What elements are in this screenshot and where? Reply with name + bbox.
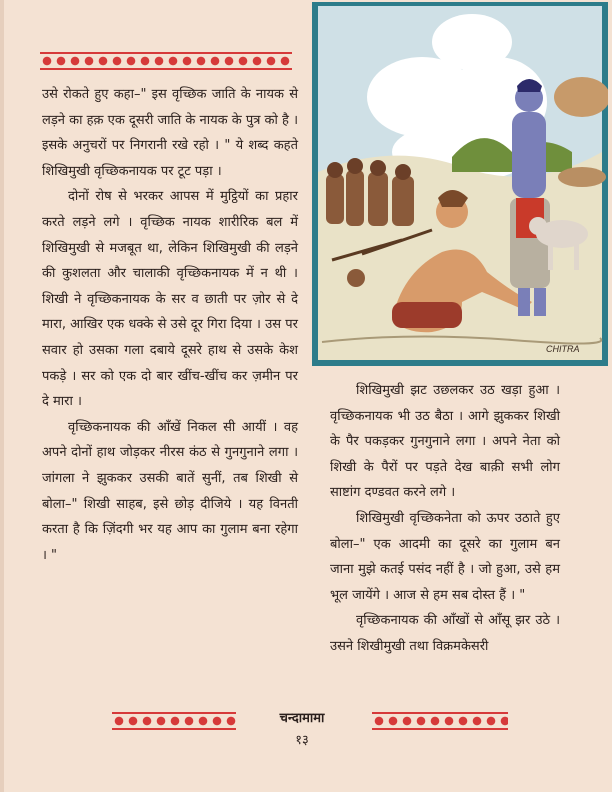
page-spine <box>0 0 4 792</box>
story-paragraph: शिखिमुखी झट उछलकर उठ खड़ा हुआ । वृच्छिकनायक भी उठ बैठा । आगे झुककर शिखी के पैर पकड़कर गुनगुनाने लगा । अपने नेता को शिखी के पैरों पर पड़ते देख बाक़ी सभी लोग साष्टांग दण्डवत करने लगे । <box>330 383 560 501</box>
illustration-drawing <box>312 2 608 366</box>
story-illustration <box>312 2 608 366</box>
artist-signature: CHITRA <box>546 344 580 354</box>
page-number: १३ <box>295 733 309 748</box>
left-text-column <box>42 82 298 568</box>
story-paragraph: वृच्छिकनायक की आँखों से आँसू झर उठे । उसने शिखीमुखी तथा विक्रमकेसरी <box>330 613 560 654</box>
right-text-column <box>330 378 560 660</box>
decorative-border-footer-left <box>112 712 236 730</box>
story-paragraph: शिखिमुखी वृच्छिकनेता को ऊपर उठाते हुए बोला–" एक आदमी का दूसरे का गुलाम बन जाना मुझे कतई पसंद नहीं है । जो हुआ, उसे हम भूल जायेंगे । आज से हम सब दोस्त हैं । " <box>330 510 560 603</box>
story-paragraph: वृच्छिकनायक की आँखें निकल सी आयीं । वह अपने दोनों हाथ जोड़कर नीरस कंठ से गुनगुनाने लगा । जांगला ने झुककर उसकी बातें सुनीं, तब शिखी से बोला–" शिखी साहब, इसे छोड़ दीजिये । यह विनती करता है कि ज़िंदगी भर यह आप का गुलाम बना रहेगा । " <box>42 419 298 563</box>
magazine-title: चन्दामामा <box>279 711 325 726</box>
story-paragraph: उसे रोकते हुए कहा–" इस वृच्छिक जाति के नायक से लड़ने का हक़ एक दूसरी जाति के नायक के पुत्र को है । इसके अनुचरों पर निगरानी रखे रहो । " ये शब्द कहते शिखिमुखी वृच्छिकनायक पर टूट पड़ा । <box>42 87 298 179</box>
story-paragraph: दोनों रोष से भरकर आपस में मुट्ठियों का प्रहार करते लड़ने लगे । वृच्छिक नायक शारीरिक बल में शिखिमुखी से मजबूत था, लेकिन शिखिमुखी की लड़ने की कुशलता और चालाकी वृच्छिकनायक में न थी । शिखी ने वृच्छिकनायक के सर व छाती पर ज़ोर से दे मारा, आखिर एक धक्के से उसे दूर गिरा दिया । उस पर सवार हो उसका गला दबाये दूसरे हाथ से उसके केश पकड़े । सर को एक दो बार खींच-खींच कर ज़मीन पर दे मारा । <box>42 189 298 410</box>
decorative-border-footer-right <box>372 712 508 730</box>
decorative-border-top <box>40 52 292 70</box>
